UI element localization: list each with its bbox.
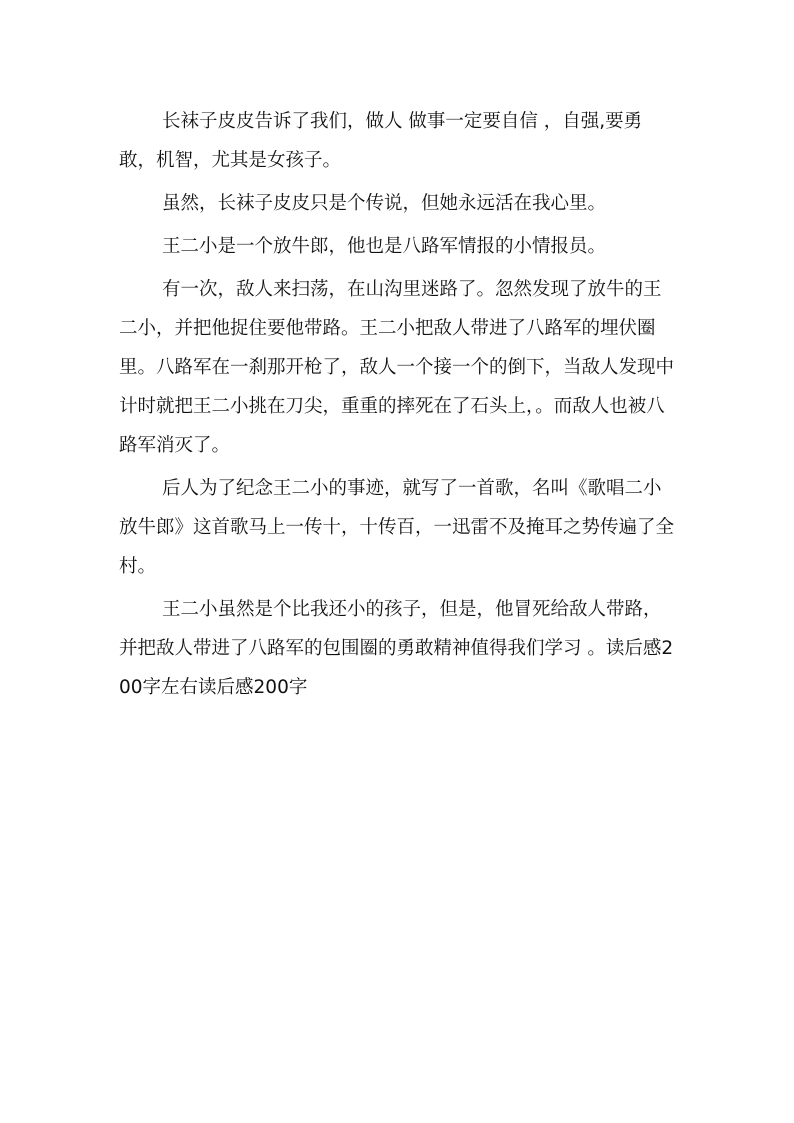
essay-body xyxy=(119,102,679,711)
paragraph-ambush-story: 有一次，敌人来扫荡，在山沟里迷路了。忽然发现了放牛的王二小，并把他捉住要他带路。王二小把敌人带进了八路军的埋伏圈里。八路军在一刹那开枪了，敌人一个接一个的倒下，当敌人发现中计时就把王二小挑在刀尖，重重的摔死在了石头上，。而敌人也被八路军消灭了。 xyxy=(119,279,675,456)
paragraph-pippi-legend: 虽然，长袜子皮皮只是个传说，但她永远活在我心里。 xyxy=(162,193,607,214)
paragraph-pippi-lesson: 长袜子皮皮告诉了我们，做人 做事一定要自信 ，自强,要勇敢，机智，尤其是女孩子。 xyxy=(119,111,643,171)
paragraph-conclusion: 王二小虽然是个比我还小的孩子，但是，他冒死给敌人带路，并把敌人带进了八路军的包围圈的勇敢精神值得我们学习 。读后感200字左右读后感200字 xyxy=(119,599,674,698)
paragraph-song: 后人为了纪念王二小的事迹，就写了一首歌，名叫《歌唱二小放牛郎》这首歌马上一传十，十传百，一迅雷不及掩耳之势传遍了全村。 xyxy=(119,478,675,577)
paragraph-wang-erxiao-intro: 王二小是一个放牛郎，他也是八路军情报的小情报员。 xyxy=(162,236,607,257)
